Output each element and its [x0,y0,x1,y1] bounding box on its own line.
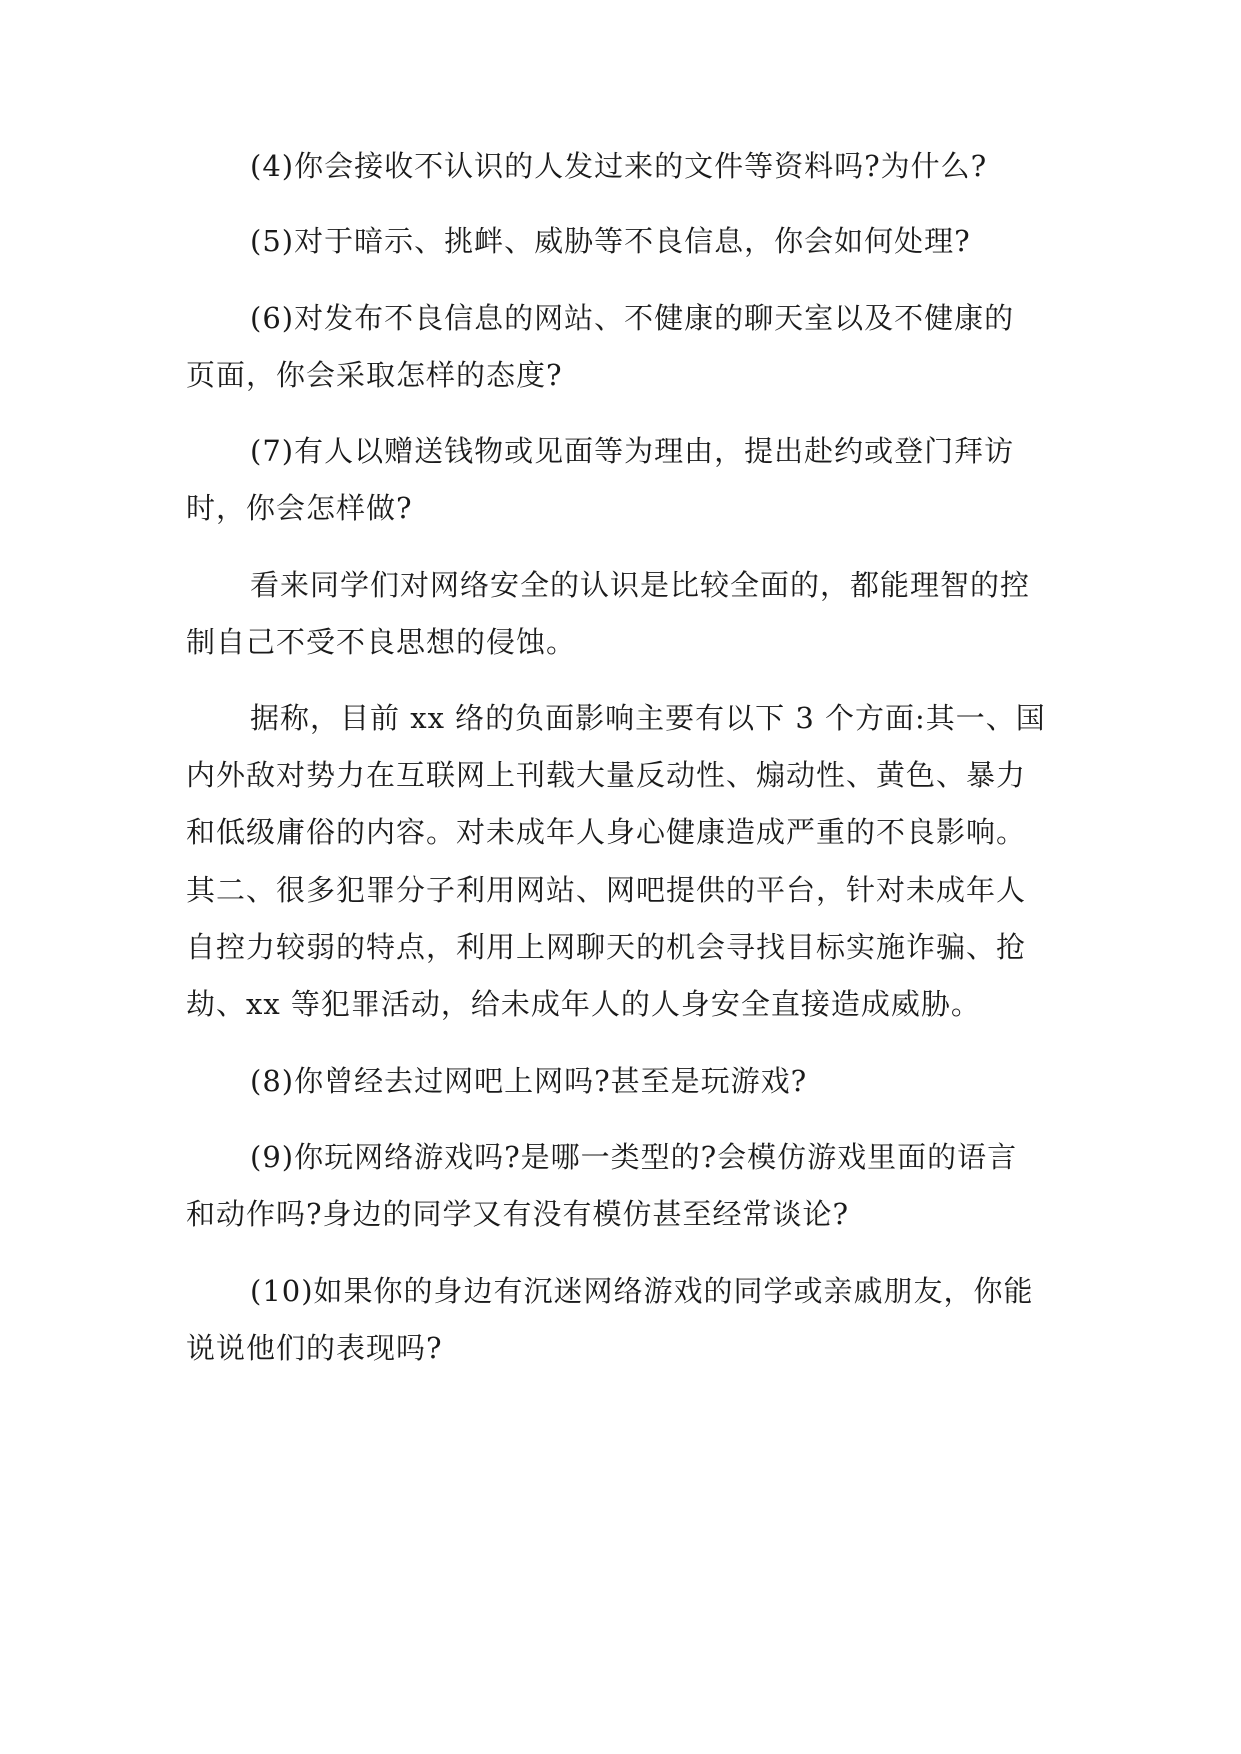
paragraph-5-line-1: (5)对于暗示、挑衅、威胁等不良信息，你会如何处理? [250,224,971,258]
paragraph-4-line-1: (4)你会接收不认识的人发过来的文件等资料吗?为什么? [250,149,988,183]
report-line-2: 内外敌对势力在互联网上刊载大量反动性、煽动性、黄色、暴力 [186,758,1027,792]
paragraph-7-line-2: 时，你会怎样做? [186,491,413,525]
paragraph-6-line-2: 页面，你会采取怎样的态度? [186,358,563,392]
paragraph-6-line-1: (6)对发布不良信息的网站、不健康的聊天室以及不健康的 [250,301,1015,335]
report-line-4: 其二、很多犯罪分子利用网站、网吧提供的平台，针对未成年人 [186,873,1027,907]
report-line-6: 劫、xx 等犯罪活动，给未成年人的人身安全直接造成威胁。 [186,987,981,1021]
paragraph-10-line-1: (10)如果你的身边有沉迷网络游戏的同学或亲戚朋友，你能 [250,1274,1034,1308]
paragraph-8-line-1: (8)你曾经去过网吧上网吗?甚至是玩游戏? [250,1064,808,1098]
paragraph-9-line-2: 和动作吗?身边的同学又有没有模仿甚至经常谈论? [186,1197,850,1231]
paragraph-7-line-1: (7)有人以赠送钱物或见面等为理由，提出赴约或登门拜访 [250,434,1015,468]
report-line-5: 自控力较弱的特点，利用上网聊天的机会寻找目标实施诈骗、抢 [186,930,1027,964]
summary-line-2: 制自己不受不良思想的侵蚀。 [186,625,577,659]
report-line-3: 和低级庸俗的内容。对未成年人身心健康造成严重的不良影响。 [186,815,1027,849]
report-line-1: 据称，目前 xx 络的负面影响主要有以下 3 个方面:其一、国 [250,701,1046,735]
summary-line-1: 看来同学们对网络安全的认识是比较全面的，都能理智的控 [250,568,1031,602]
paragraph-9-line-1: (9)你玩网络游戏吗?是哪一类型的?会模仿游戏里面的语言 [250,1140,1018,1174]
paragraph-10-line-2: 说说他们的表现吗? [186,1331,443,1365]
